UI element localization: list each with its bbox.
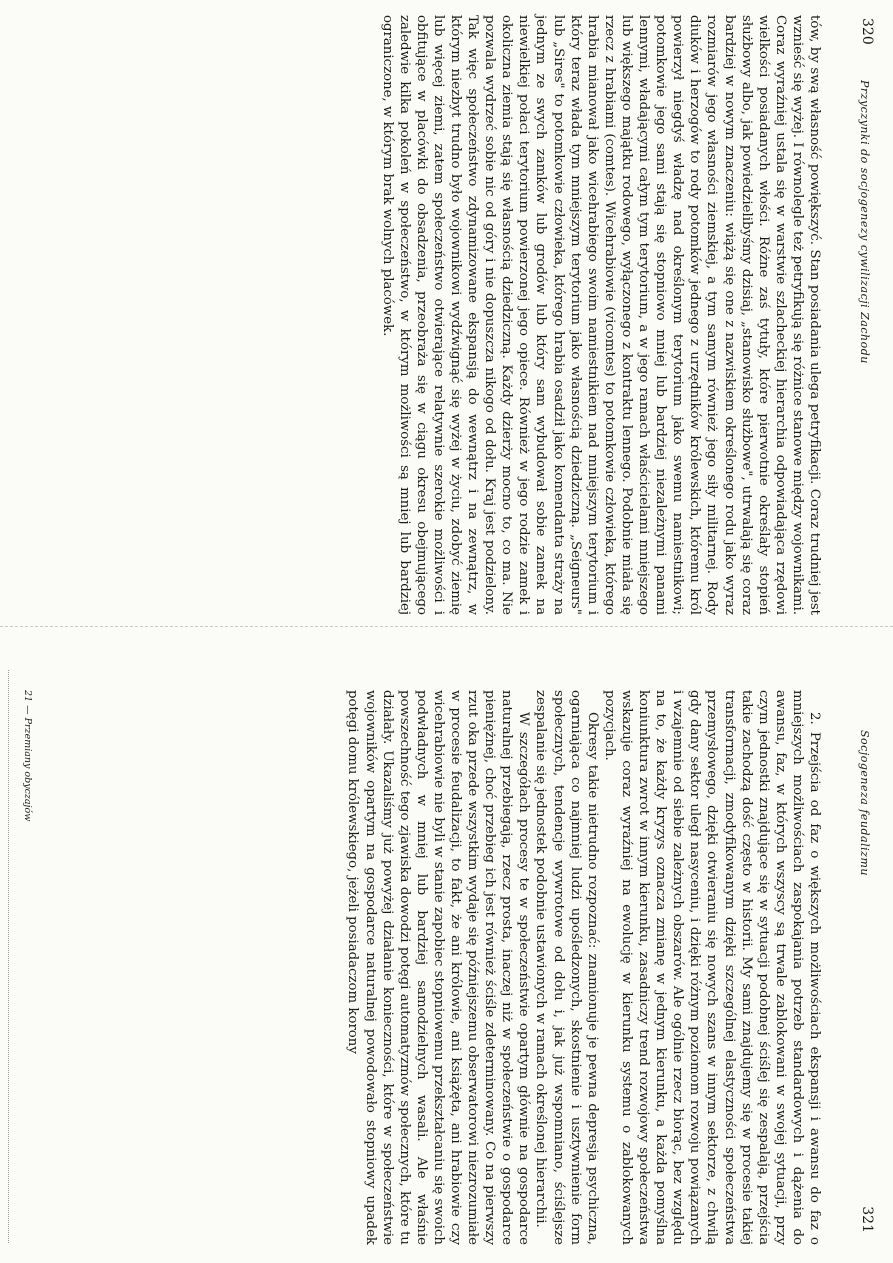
bottom-rule [8, 670, 9, 1243]
left-page [0, 0, 893, 620]
right-page [0, 640, 893, 1263]
paragraph: 2. Przejścia od faz o większych możliwościach ekspansji i awansu do faz o mniejszych możliwościach zaspokajania potrzeb standardowych i dążenia do awansu, faz, w których wszyscy są trwale zablokowani w swojej sytuacji, przy czym jednostki znajdujące się w sytuacji podobnej ściślej się zespalają, przejścia takie zachodzą dość często w historii. My sami znajdujemy się w procesie takiej transformacji, zmodyfikowanym dzięki szczególnej elastyczności społeczeństwa przemysłowego, dzięki otwieraniu się nowych szans w innym sektorze, z chwilą gdy dany sektor uległ nasyceniu, i dzięki różnym poziomom rozwoju powiązanych i wzajemnie od siebie zależnych obszarów. Ale ogólnie rzecz biorąc, bez względu na to, że każdy kryzys oznacza zmianę w jednym kierunku, a każda pomyślna koniunktura zwrot w innym kierunku, zasadniczy trend rozwojowy społeczeństwa wskazuje coraz wyraźniej na ewolucję w kierunku systemu o zablokowanych pozycjach. [601, 690, 822, 1245]
running-head-left: Przyczynki do socjogenezy cywilizacji Zachodu [858, 80, 871, 364]
page-number-right: 321 [859, 1206, 875, 1233]
gutter-divider [0, 626, 893, 635]
body-text-left [379, 15, 823, 615]
paragraph: tów, by swą własność powiększyć. Stan posiadania ulega petryfikacji. Coraz trudniej jest wznieść się wyżej. I równolegle też petryfikują się różnice stanowe między wojownikami. Coraz wyraźniej ustala się w warstwie szlacheckiej hierarchia odpowiadająca rzędowi wielkości posiadanych włości. Różne zaś tytuły, które pierwotnie określały stopień służbowy albo, jak powiedzielibyśmy dzisiaj, „stanowisko służbowe", utrwalają się coraz bardziej w nowym znaczeniu: wiążą się one z nazwiskiem określonego rodu jako wyraz rozmiarów jego własności ziemskiej, a tym samym również jego siły militarnej. Rody diuków i herzogów to rody potomków jednego z urzędników królewskich, któremu król powierzył niegdyś władzę nad określonym terytorium jako swemu namiestnikowi; potomkowie jego sami stają się stopniowo mniej lub bardziej niezależnymi panami lennymi, władającymi całym tym terytorium, a w jego ramach właścicielami mniejszego lub większego majątku rodowego, wyłączonego z kontraktu lennego. Podobnie miała się rzecz z hrabiami (comtes). Wicehrabiowie (vicomtes) to potomkowie człowieka, którego hrabia mianował jako wicehrabiego swoim namiestnikiem nad mniejszym terytorium i który teraz włada tym mniejszym terytorium jako własnością dziedziczną. „Seigneurs" lub „Sires" to potomkowie człowieka, którego hrabia osadził jako komendanta straży na jednym ze swych zamków lub grodów lub który sam wybudował sobie zamek na niewielkiej połaci terytorium powierzonej jego opiece. Również w jego rodzie zamek i okoliczna ziemia stają się własnością dziedziczną. Każdy dzierży mocno to, co ma. Nie pozwala wydrzeć sobie nic od góry i nie dopuszcza nikogo od dołu. Kraj jest podzielony. Tak więc społeczeństwo zdynamizowane ekspansją do wewnątrz i na zewnątrz, w którym niezbyt trudno było wojownikowi wydźwignąć się wyżej w życiu, zdobyć ziemię lub więcej ziemi, zatem społeczeństwo otwierające relatywnie szerokie możliwości i obfitujące w placówki do obsadzenia, przeobraża się w ciągu okresu obejmującego zaledwie kilka pokoleń w społeczeństwo, w którym możliwości są mniej lub bardziej ograniczone, w którym brak wolnych placówek. [379, 15, 822, 615]
footer-signature: 21 — Przemiany obyczajów [22, 690, 33, 822]
paragraph: W szczegółach procesy te w społeczeństwie opartym głównie na gospodarce naturalnej przebiegają, rzecz prosta, inaczej niż w społeczeństwie o gospodarce pieniężnej, choć przebieg ich jest również ściśle zdeterminowany. Co na pierwszy rzut oka przede wszystkim wydaje się późniejszemu obserwatorowi niezrozumiałe w procesie feudalizacji, to fakt, że ani królowie, ani książęta, ani hrabiowie czy wicehrabiowie nie byli w stanie zapobiec stopniowemu przekształcaniu się swoich podwładnych w mniej lub bardziej samodzielnych wasali. Ale właśnie powszechność tego zjawiska dowodzi potęgi automatyzmów społecznych, które tu działały. Ukazaliśmy już powyżej działanie konieczności, które w społeczeństwie wojowników opartym na gospodarce naturalnej powodowało stopniowy upadek potęgi domu królewskiego, jeżeli posiadaczom korony [345, 690, 532, 1245]
running-head-right: Socjogeneza feudalizmu [858, 730, 871, 876]
page-number-left: 320 [859, 18, 875, 45]
body-text-right [344, 690, 823, 1245]
paragraph: Okresy takie nietrudno rozpoznać: znamionuje je pewna depresja psychiczna, ogarniająca co najmniej ludzi upośledzonych, skostnienie i usztywnienie form społecznych, tendencje wywrotowe od dołu i, jak już wspomniano, ściślejsze zespalanie się jednostek podobnie ustawionych w ramach określonej hierarchii. [533, 690, 600, 1245]
